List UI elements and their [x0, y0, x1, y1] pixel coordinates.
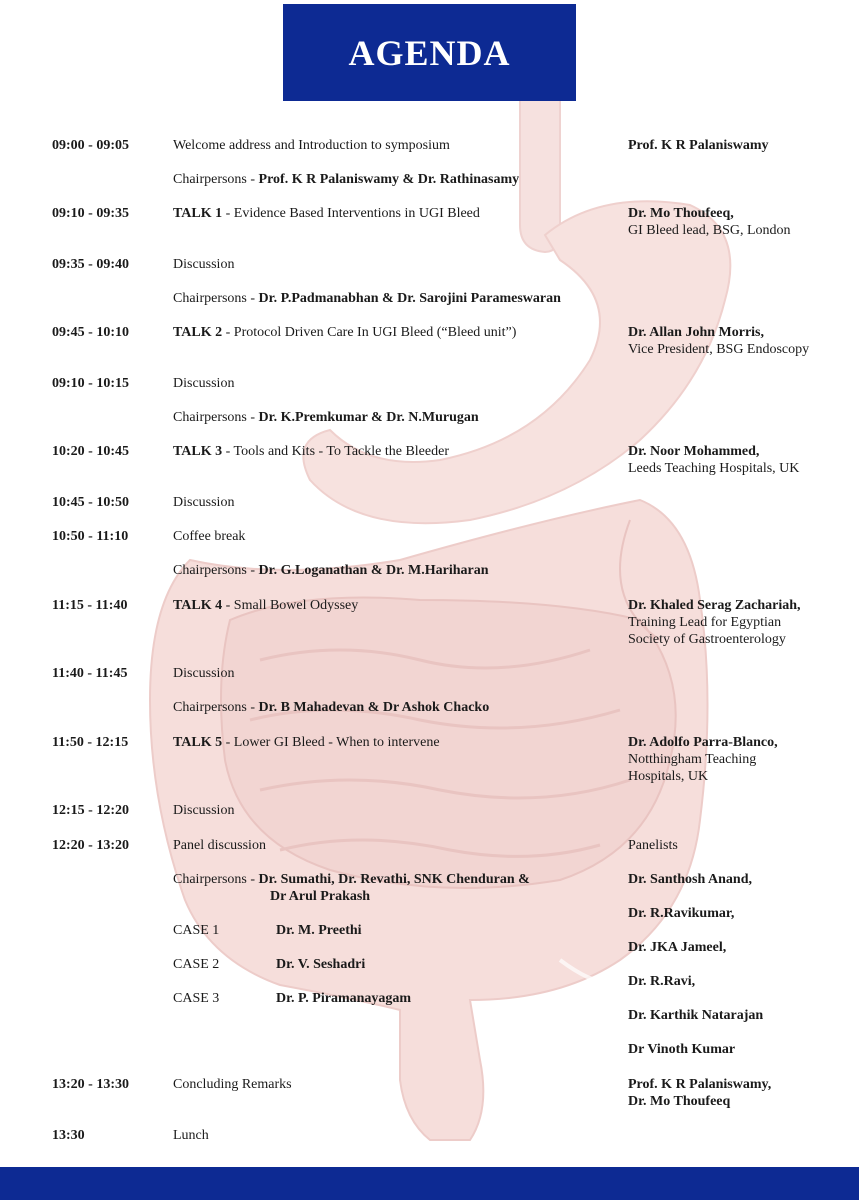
chair-prefix: Chairpersons - [173, 872, 259, 887]
chair-prefix: Chairpersons - [173, 700, 259, 715]
speaker-name: Prof. K R Palaniswamy [628, 138, 769, 153]
speaker-affiliation: Vice President, BSG Endoscopy [628, 342, 810, 357]
chairpersons-line [173, 871, 530, 888]
talk-label: TALK 5 [173, 735, 223, 750]
talk-title [173, 324, 516, 341]
time-slot: 11:15 - 11:40 [52, 598, 128, 613]
speaker-name: Dr. Adolfo Parra-Blanco, [628, 735, 778, 750]
session-title: Coffee break [173, 529, 246, 544]
panelists-heading: Panelists [628, 838, 678, 853]
talk-title [173, 734, 440, 751]
chair-names: Dr. B Mahadevan & Dr Ashok Chacko [258, 700, 490, 715]
panelist-name: Dr. Santhosh Anand, [628, 872, 752, 887]
chair-names: Dr. G.Loganathan & Dr. M.Hariharan [258, 563, 489, 578]
session-title: Discussion [173, 803, 235, 818]
chair-names: Dr. P.Padmanabhan & Dr. Sarojini Parameswaran [258, 291, 561, 306]
speaker-name: Dr. Mo Thoufeeq [628, 1094, 731, 1109]
chair-prefix: Chairpersons - [173, 172, 259, 187]
speaker-name: Dr. Noor Mohammed, [628, 444, 760, 459]
session-title: Panel discussion [173, 838, 266, 853]
speaker-name: Prof. K R Palaniswamy, [628, 1077, 772, 1092]
session-title: Welcome address and Introduction to symposium [173, 138, 450, 153]
speaker-affiliation: Leeds Teaching Hospitals, UK [628, 461, 800, 476]
chair-names: Prof. K R Palaniswamy & Dr. Rathinasamy [258, 172, 520, 187]
speaker-affiliation: Society of Gastroenterology [628, 632, 786, 647]
talk-title [173, 443, 449, 460]
case-presenter: Dr. V. Seshadri [276, 957, 366, 972]
talk-title [173, 205, 480, 222]
time-slot: 13:20 - 13:30 [52, 1077, 129, 1092]
talk-topic: - Tools and Kits - To Tackle the Bleeder [222, 444, 449, 459]
talk-topic: - Small Bowel Odyssey [222, 598, 359, 613]
talk-label: TALK 2 [173, 325, 223, 340]
talk-label: TALK 1 [173, 206, 223, 221]
session-title: Discussion [173, 495, 235, 510]
agenda-title-banner [283, 4, 576, 101]
time-slot: 09:10 - 10:15 [52, 376, 129, 391]
chairpersons-line [173, 409, 479, 426]
time-slot: 11:40 - 11:45 [52, 666, 128, 681]
time-slot: 13:30 [52, 1128, 85, 1143]
session-title: Discussion [173, 257, 235, 272]
panelist-name: Dr. JKA Jameel, [628, 940, 727, 955]
session-title: Discussion [173, 376, 235, 391]
chairpersons-line [173, 171, 519, 188]
time-slot: 10:50 - 11:10 [52, 529, 129, 544]
time-slot: 10:20 - 10:45 [52, 444, 129, 459]
talk-topic: - Evidence Based Interventions in UGI Bleed [222, 206, 480, 221]
chair-prefix: Chairpersons - [173, 410, 259, 425]
case-presenter: Dr. P. Piramanayagam [276, 991, 412, 1006]
footer-bar [0, 1167, 859, 1200]
speaker-affiliation: Training Lead for Egyptian [628, 615, 782, 630]
chair-prefix: Chairpersons - [173, 563, 259, 578]
speaker-affiliation: GI Bleed lead, BSG, London [628, 223, 791, 238]
speaker-name: Dr. Khaled Serag Zachariah, [628, 598, 801, 613]
talk-label: TALK 3 [173, 444, 223, 459]
panelist-name: Dr. R.Ravikumar, [628, 906, 735, 921]
session-title: Discussion [173, 666, 235, 681]
time-slot: 12:15 - 12:20 [52, 803, 129, 818]
time-slot: 09:10 - 09:35 [52, 206, 129, 221]
chair-prefix: Chairpersons - [173, 291, 259, 306]
chair-names-continued: Dr Arul Prakash [270, 889, 371, 904]
case-label: CASE 3 [173, 991, 220, 1006]
talk-title [173, 597, 358, 614]
chair-names: Dr. Sumathi, Dr. Revathi, SNK Chenduran & [258, 872, 530, 887]
case-label: CASE 1 [173, 923, 220, 938]
case-presenter: Dr. M. Preethi [276, 923, 362, 938]
chair-names: Dr. K.Premkumar & Dr. N.Murugan [258, 410, 479, 425]
speaker-name: Dr. Allan John Morris, [628, 325, 764, 340]
talk-label: TALK 4 [173, 598, 223, 613]
time-slot: 09:45 - 10:10 [52, 325, 129, 340]
time-slot: 11:50 - 12:15 [52, 735, 129, 750]
session-title: Concluding Remarks [173, 1077, 292, 1092]
chairpersons-line [173, 290, 561, 307]
panelist-name: Dr. Karthik Natarajan [628, 1008, 764, 1023]
panelist-name: Dr. R.Ravi, [628, 974, 696, 989]
time-slot: 12:20 - 13:20 [52, 838, 129, 853]
session-title: Lunch [173, 1128, 209, 1143]
time-slot: 09:35 - 09:40 [52, 257, 129, 272]
chairpersons-line [173, 562, 489, 579]
panelist-name: Dr Vinoth Kumar [628, 1042, 736, 1057]
time-slot: 09:00 - 09:05 [52, 138, 129, 153]
chairpersons-line [173, 699, 489, 716]
page-title: AGENDA [348, 32, 511, 73]
case-label: CASE 2 [173, 957, 220, 972]
speaker-name: Dr. Mo Thoufeeq, [628, 206, 734, 221]
speaker-affiliation: Notthingham Teaching [628, 752, 757, 767]
talk-topic: - Lower GI Bleed - When to intervene [222, 735, 440, 750]
time-slot: 10:45 - 10:50 [52, 495, 129, 510]
speaker-affiliation: Hospitals, UK [628, 769, 709, 784]
talk-topic: - Protocol Driven Care In UGI Bleed (“Bleed unit”) [222, 325, 517, 340]
